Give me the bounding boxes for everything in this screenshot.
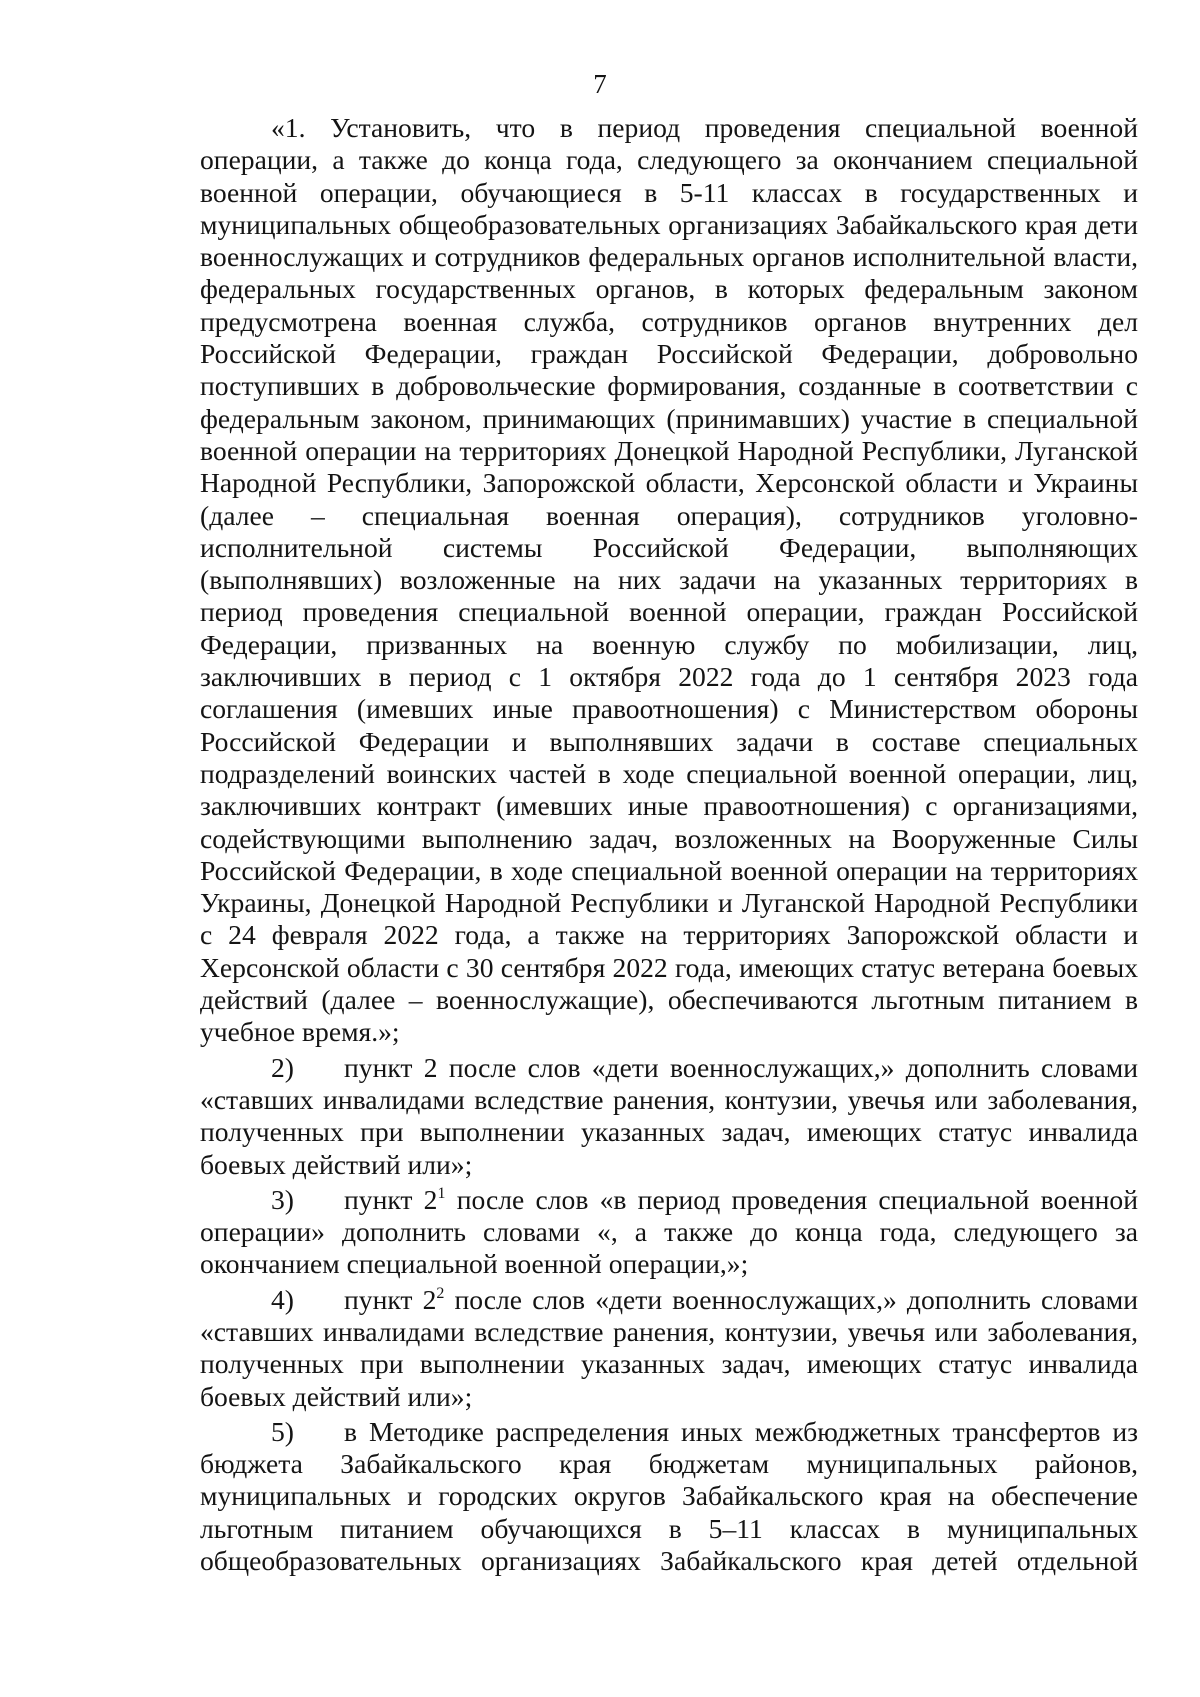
item-text: пункт 2 после слов «дети военнослужащих,» дополнить словами «ставших инвалидами вследствие ранения, контузии, увечья или заболевания, полученных при выполнении указанных задач, имеющих статус инвалида боевых действий или»; [200, 1051, 1138, 1180]
item-text-end: после слов «в период проведения специальной военной операции» дополнить словами «, а также до конца года, следующего за окончанием специальной военной операции,»; [200, 1183, 1138, 1280]
list-item-5 [200, 1416, 1138, 1577]
item-text: в Методике распределения иных межбюджетных трансфертов из бюджета Забайкальского края бюджетам муниципальных районов, муниципальных и городских округов Забайкальского края на обеспечение льготным питанием обучающихся в 5–11 классах в муниципальных общеобразовательных организациях Забайкальского края детей отдельной [200, 1415, 1138, 1577]
superscript: 1 [437, 1184, 446, 1202]
superscript: 2 [436, 1284, 445, 1302]
paragraph-clause-1: «1. Установить, что в период проведения специальной военной операции, а также до конца года, следующего за окончанием специальной военной операции, обучающиеся в 5-11 классах в государственных и муниципальных общеобразовательных организациях Забайкальского края дети военнослужащих и сотрудников федеральных органов исполнительной власти, федеральных государственных органов, в которых федеральным законом предусмотрена военная служба, сотрудников органов внутренних дел Российской Федерации, граждан Российской Федерации, добровольно поступивших в добровольческие формирования, созданные в соответствии с федеральным законом, принимающих (принимавших) участие в специальной военной операции на территориях Донецкой Народной Республики, Луганской Народной Республики, Запорожской области, Херсонской области и Украины (далее – специальная военная операция), сотрудников уголовно-исполнительной системы Российской Федерации, выполняющих (выполнявших) возложенные на них задачи на указанных территориях в период проведения специальной военной операции, граждан Российской Федерации, призванных на военную службу по мобилизации, лиц, заключивших в период с 1 октября 2022 года до 1 сентября 2023 года соглашения (имевших иные правоотношения) с Министерством обороны Российской Федерации и выполнявших задачи в составе специальных подразделений воинских частей в ходе специальной военной операции, лиц, заключивших контракт (имевших иные правоотношения) с организациями, содействующими выполнению задач, возложенных на Вооруженные Силы Российской Федерации, в ходе специальной военной операции на территориях Украины, Донецкой Народной Республики и Луганской Народной Республики с 24 февраля 2022 года, а также на территориях Запорожской области и Херсонской области с 30 сентября 2022 года, имеющих статус ветерана боевых действий (далее – военнослужащие), обеспечиваются льготным питанием в учебное время.»; [200, 112, 1138, 1048]
page-number: 7 [593, 69, 607, 99]
list-item-3 [200, 1184, 1138, 1281]
item-text-end: после слов «дети военнослужащих,» дополнить словами «ставших инвалидами вследствие ранения, контузии, увечья или заболевания, полученных при выполнении указанных задач, имеющих статус инвалида боевых действий или»; [200, 1283, 1138, 1412]
list-item-4 [200, 1284, 1138, 1413]
document-body [200, 112, 1138, 1577]
item-number: 3) [271, 1183, 294, 1215]
item-number: 5) [271, 1415, 294, 1447]
item-number: 4) [271, 1283, 294, 1315]
item-text-start: пункт 2 [344, 1283, 437, 1315]
item-number: 2) [271, 1051, 294, 1083]
list-item-2 [200, 1052, 1138, 1181]
item-text-start: пункт 2 [344, 1183, 438, 1215]
